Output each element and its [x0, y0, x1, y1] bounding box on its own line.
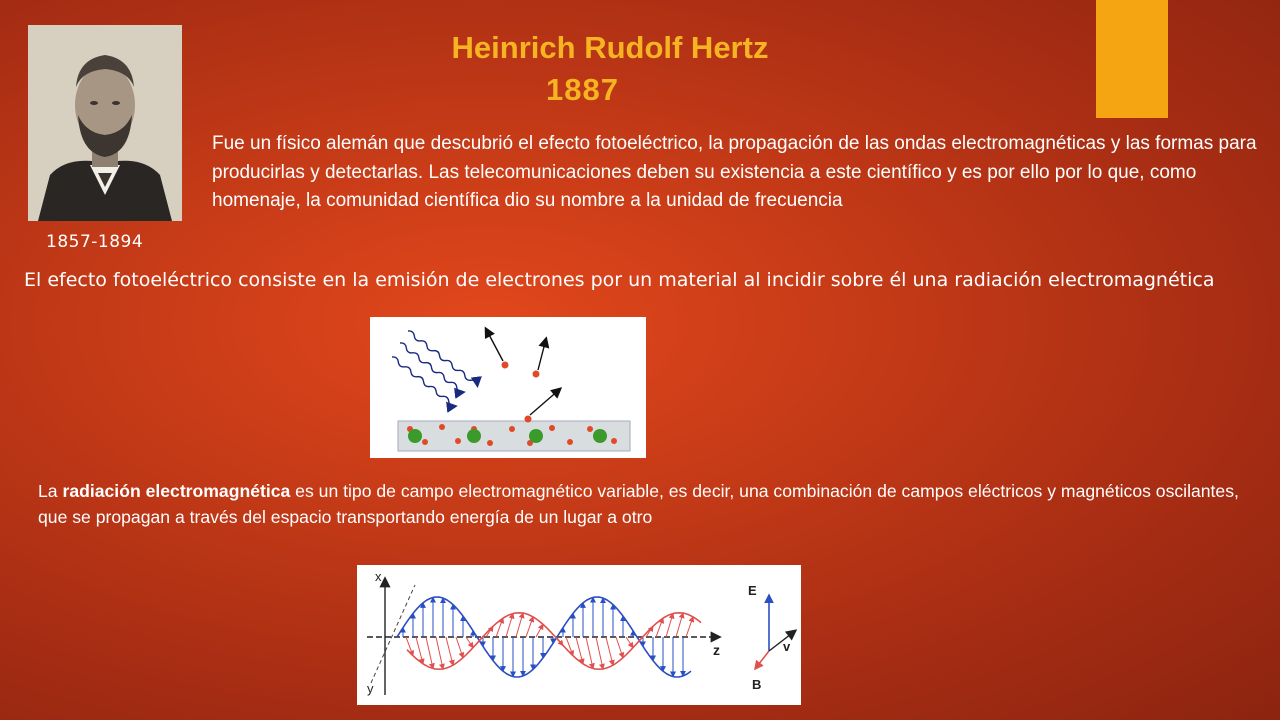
b-field-vector-20	[606, 637, 613, 665]
lifespan: 1857-1894	[46, 232, 144, 252]
b-field-vector-22	[626, 637, 633, 648]
em-wave-diagram	[357, 565, 801, 705]
b-field-vector-11	[516, 613, 523, 637]
radiation-prefix: La	[38, 481, 63, 501]
b-field-vector-27	[676, 613, 683, 637]
b-field-vector-28	[686, 617, 693, 637]
axis-x-label: x	[375, 569, 382, 584]
hertz-portrait	[28, 25, 182, 221]
b-field-vector-4	[446, 637, 453, 665]
slide-year: 1887	[546, 72, 619, 107]
axis-z-label: z	[713, 642, 720, 658]
velocity-v-label: v	[783, 639, 791, 654]
axis-y-label: y	[367, 681, 374, 696]
radiation-rest: es un tipo de campo electromagnético variable, es decir, una combinación de campos eléctricos y magnéticos oscilantes, que se propagan a través del espacio transportando energía de un lugar a otro	[38, 481, 1239, 527]
b-field-vector-13	[536, 624, 543, 637]
b-field-vector-10	[506, 614, 513, 637]
photoelectric-diagram	[370, 317, 646, 458]
b-field-vector-3	[436, 637, 443, 669]
b-field-vector-18	[586, 637, 593, 668]
photoelectric-paragraph: El efecto fotoeléctrico consiste en la emisión de electrones por un material al incidir sobre él una radiación electromagnética	[24, 269, 1215, 291]
b-field-vector-21	[616, 637, 623, 658]
radiation-term: radiación electromagnética	[62, 481, 291, 501]
field-e-label: E	[748, 583, 757, 598]
b-field-vector-19	[596, 637, 603, 669]
b-field-vector-5	[456, 637, 463, 658]
b-field-vector-2	[426, 637, 433, 668]
bio-paragraph: Fue un físico alemán que descubrió el efecto fotoeléctrico, la propagación de las ondas electromagnéticas y las formas para producirlas y detectarlas. Las telecomunicaciones deben su existencia a este científico y es por ello por lo que, como homenaje, la comunidad científica dio su nombre a la unidad de frecuencia	[212, 133, 1257, 211]
accent-bar	[1096, 0, 1168, 118]
b-field-vector-6	[466, 637, 473, 648]
radiation-paragraph	[38, 478, 1248, 530]
b-field-vector-12	[526, 617, 533, 637]
b-field-vector-26	[666, 614, 673, 637]
field-b-label: B	[752, 677, 762, 692]
slide-title: Heinrich Rudolf Hertz	[451, 30, 769, 65]
